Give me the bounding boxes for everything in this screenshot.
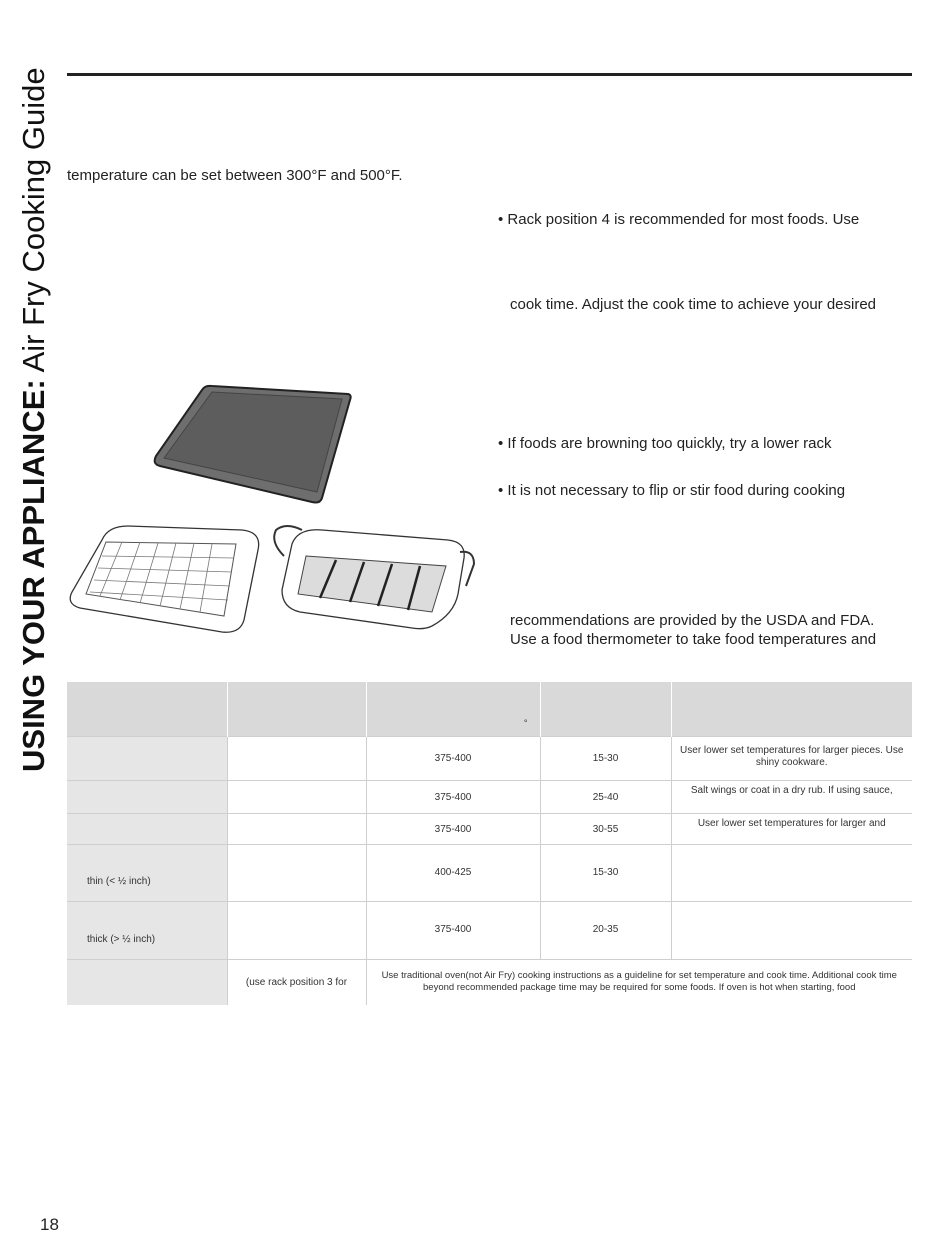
table-header	[67, 682, 912, 737]
food-cell	[67, 960, 227, 1005]
time-cell: 30-55	[540, 814, 671, 845]
temp-cell: 400-425	[366, 845, 540, 902]
header-notes	[671, 682, 912, 737]
note-cell-merged: Use traditional oven(not Air Fry) cooking instructions as a guideline for set temperature and cook time. Additional cook time beyond recommended package time may be required for some foods. If oven is hot when starting, food	[366, 960, 912, 1005]
tip-thermometer: Use a food thermometer to take food temperatures and	[510, 631, 877, 648]
temp-cell: 375-400	[366, 902, 540, 960]
header-temperature: °	[366, 682, 540, 737]
time-cell: 25-40	[540, 781, 671, 814]
rack-cell: (use rack position 3 for	[227, 960, 366, 1005]
air-fry-cooking-table	[67, 682, 912, 1005]
food-cell	[67, 814, 227, 845]
tip-usda: recommendations are provided by the USDA and FDA.	[510, 612, 875, 629]
temp-cell: 375-400	[366, 781, 540, 814]
header-food	[67, 682, 227, 737]
table-row	[67, 814, 912, 845]
side-title	[18, 67, 49, 772]
air-fry-basket-icon	[274, 526, 474, 629]
table-row	[67, 845, 912, 902]
side-title-light: Air Fry Cooking Guide	[16, 67, 51, 380]
rack-cell	[227, 737, 366, 781]
note-cell: Salt wings or coat in a dry rub. If using sauce,	[671, 781, 912, 814]
note-cell	[671, 902, 912, 960]
table-row	[67, 902, 912, 960]
food-cell	[67, 737, 227, 781]
tip-browning: • If foods are browning too quickly, try a lower rack	[498, 435, 832, 452]
tip-flip: • It is not necessary to flip or stir food during cooking	[498, 482, 846, 499]
top-rule	[67, 73, 912, 76]
rack-cell	[227, 845, 366, 902]
tip-rack-position: • Rack position 4 is recommended for most foods. Use	[498, 211, 860, 228]
temp-cell: 375-400	[366, 814, 540, 845]
header-time	[540, 682, 671, 737]
food-cell	[67, 781, 227, 814]
table-row	[67, 737, 912, 781]
table-row	[67, 781, 912, 814]
cookware-illustration	[62, 380, 482, 650]
note-cell: User lower set temperatures for larger pieces. Use shiny cookware.	[671, 737, 912, 781]
intro-text: temperature can be set between 300°F and 500°F.	[67, 167, 403, 184]
baking-pan-icon	[155, 386, 351, 503]
table-row	[67, 960, 912, 1005]
note-cell	[671, 845, 912, 902]
note-cell: User lower set temperatures for larger and	[671, 814, 912, 845]
header-rack	[227, 682, 366, 737]
time-cell: 15-30	[540, 737, 671, 781]
time-cell: 15-30	[540, 845, 671, 902]
time-cell: 20-35	[540, 902, 671, 960]
page-number: 18	[40, 1215, 59, 1234]
rack-cell	[227, 781, 366, 814]
food-cell: thin (< ½ inch)	[67, 845, 227, 902]
oven-rack-icon	[70, 526, 258, 632]
rack-cell	[227, 902, 366, 960]
temp-cell: 375-400	[366, 737, 540, 781]
rack-cell	[227, 814, 366, 845]
food-cell: thick (> ½ inch)	[67, 902, 227, 960]
tip-cook-time: cook time. Adjust the cook time to achieve your desired	[510, 296, 877, 313]
side-title-bold: USING YOUR APPLIANCE:	[16, 379, 51, 772]
